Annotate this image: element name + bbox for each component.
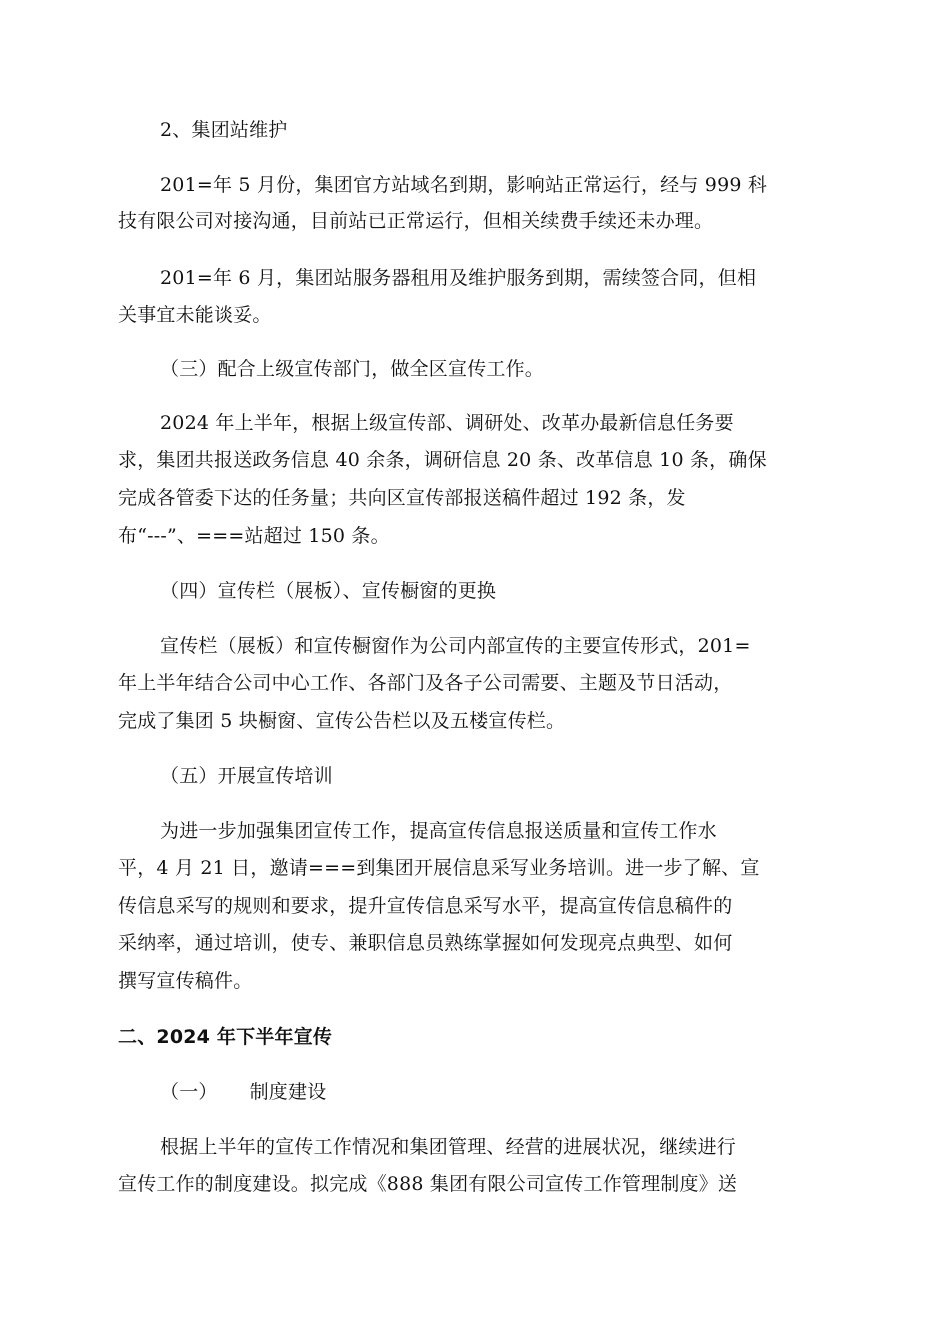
section-title: 制度建设 bbox=[249, 1081, 327, 1103]
paragraph-line: 采纳率，通过培训，使专、兼职信息员熟练掌握如何发现亮点典型、如何 bbox=[118, 932, 733, 954]
paragraph-line: 传信息采写的规则和要求，提升宣传信息采写水平，提高宣传信息稿件的 bbox=[118, 895, 733, 917]
paragraph-line: 布“---”、===站超过 150 条。 bbox=[118, 525, 390, 547]
paragraph-line: 201=年 6 月，集团站服务器租用及维护服务到期，需续签合同，但相 bbox=[160, 267, 757, 289]
paragraph-line: 2024 年上半年，根据上级宣传部、调研处、改革办最新信息任务要 bbox=[160, 412, 734, 434]
paragraph-line: 年上半年结合公司中心工作、各部门及各子公司需要、主题及节日活动， bbox=[118, 672, 733, 694]
paragraph-line: 完成各管委下达的任务量；共向区宣传部报送稿件超过 192 条，发 bbox=[118, 487, 686, 509]
section-heading-3: （三）配合上级宣传部门，做全区宣传工作。 bbox=[160, 358, 545, 380]
section-heading-4: （四）宣传栏（展板）、宣传橱窗的更换 bbox=[160, 580, 497, 602]
paragraph-line: 技有限公司对接沟通，目前站已正常运行，但相关续费手续还未办理。 bbox=[118, 210, 714, 232]
subheading-group-site-maintenance: 2、集团站维护 bbox=[160, 119, 288, 141]
chapter-heading-2: 二、2024 年下半年宣传 bbox=[118, 1026, 333, 1048]
paragraph-line: 201=年 5 月份，集团官方站域名到期，影响站正常运行，经与 999 科 bbox=[160, 174, 768, 196]
paragraph-line: 根据上半年的宣传工作情况和集团管理、经营的进展状况，继续进行 bbox=[160, 1136, 737, 1158]
paragraph-line: 为进一步加强集团宣传工作，提高宣传信息报送质量和宣传工作水 bbox=[160, 820, 717, 842]
section-heading-1 bbox=[160, 1079, 880, 1105]
paragraph-line: 关事宜未能谈妥。 bbox=[118, 304, 272, 326]
paragraph-line: 宣传工作的制度建设。拟完成《888 集团有限公司宣传工作管理制度》送 bbox=[118, 1173, 738, 1195]
paragraph-line: 平，4 月 21 日，邀请===到集团开展信息采写业务培训。进一步了解、宣 bbox=[118, 857, 760, 879]
section-heading-5: （五）开展宣传培训 bbox=[160, 765, 333, 787]
paragraph-line: 宣传栏（展板）和宣传橱窗作为公司内部宣传的主要宣传形式，201= bbox=[160, 635, 751, 657]
section-number: （一） bbox=[160, 1081, 218, 1103]
paragraph-line: 完成了集团 5 块橱窗、宣传公告栏以及五楼宣传栏。 bbox=[118, 710, 566, 732]
paragraph-line: 撰写宣传稿件。 bbox=[118, 970, 253, 992]
paragraph-line: 求，集团共报送政务信息 40 余条，调研信息 20 条、改革信息 10 条，确保 bbox=[118, 449, 767, 471]
